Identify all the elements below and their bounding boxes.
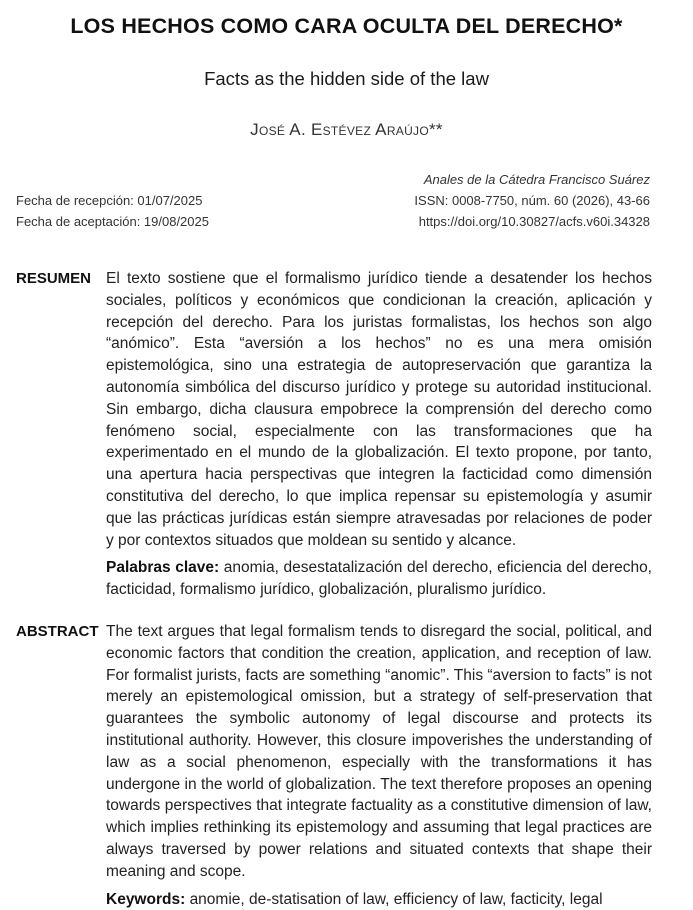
resumen-label: RESUMEN — [16, 270, 92, 287]
abstract-label: ABSTRACT — [16, 623, 99, 640]
abstract-text: The text argues that legal formalism tends to disregard the social, political, and economic factors that condition the creation, application, and reception of law. For formalist jurists, facts are something “anomic”. This “aversion to facts” is not merely an epistemological omission, but a strategy of self-preservation that guarantees the symbolic autonomy of legal discourse and protects its institutional authority. However, this closure impoverishes the understanding of law as a social phenomenon, especially with the transformations it has undergone in the world of globalization. The text therefore proposes an opening towards perspectives that integrate factuality as a constitutive dimension of law, which implies rethinking its epistemology and assuming that legal practices are always traversed by power relations and situated contexts that shape their meaning and scope. — [106, 623, 652, 880]
resumen-section — [16, 268, 652, 601]
doi-link[interactable]: https://doi.org/10.30827/acfs.v60i.34328 — [418, 214, 650, 229]
resumen-keywords-list: anomia, desestatalización del derecho, eficiencia del derecho, facticidad, formalismo jurídico, globalización, pluralismo jurídico. — [106, 559, 652, 599]
issn: ISSN: 0008-7750, núm. 60 (2026), 43-66 — [414, 193, 650, 208]
article-title: LOS HECHOS COMO CARA OCULTA DEL DERECHO* — [70, 14, 623, 38]
resumen-text: El texto sostiene que el formalismo jurídico tiende a desatender los hechos sociales, políticos y económicos que condicionan la creación, aplicación y recepción del derecho. Para los juristas formalistas, los hechos son algo “anómico”. Esta “aversión a los hechos” no es una mera omisión epistemológica, sino una estrategia de autopreservación que garantiza la autonomía simbólica del discurso jurídico y protege su autoridad institucional. Sin embargo, dicha clausura empobrece la comprensión del derecho como fenómeno social, especialmente con las transformaciones que ha experimentado en el mundo de la globalización. El texto propone, por tanto, una apertura hacia perspectivas que integren la facticidad como dimensión constitutiva del derecho, lo que implica repensar su epistemología y asumir que las prácticas jurídicas están siempre atravesadas por relaciones de poder y por contextos situados que moldean su sentido y alcance. — [106, 270, 652, 549]
resumen-keywords-label: Palabras clave: — [106, 559, 220, 577]
author-name: José A. Estévez Araújo** — [250, 120, 443, 139]
abstract-section — [16, 621, 652, 910]
resumen-keywords — [106, 557, 652, 601]
article-subtitle: Facts as the hidden side of the law — [204, 68, 489, 89]
received-date: Fecha de recepción: 01/07/2025 — [16, 193, 203, 208]
accepted-date: Fecha de aceptación: 19/08/2025 — [16, 214, 209, 229]
journal-block — [414, 169, 650, 232]
dates-block — [16, 190, 209, 232]
journal-name: Anales de la Cátedra Francisco Suárez — [423, 172, 650, 187]
abstract-keywords-list: anomie, de-statisation of law, efficiency of law, facticity, legal — [189, 890, 603, 908]
abstract-keywords-label: Keywords: — [106, 890, 186, 908]
abstract-keywords — [106, 889, 652, 910]
